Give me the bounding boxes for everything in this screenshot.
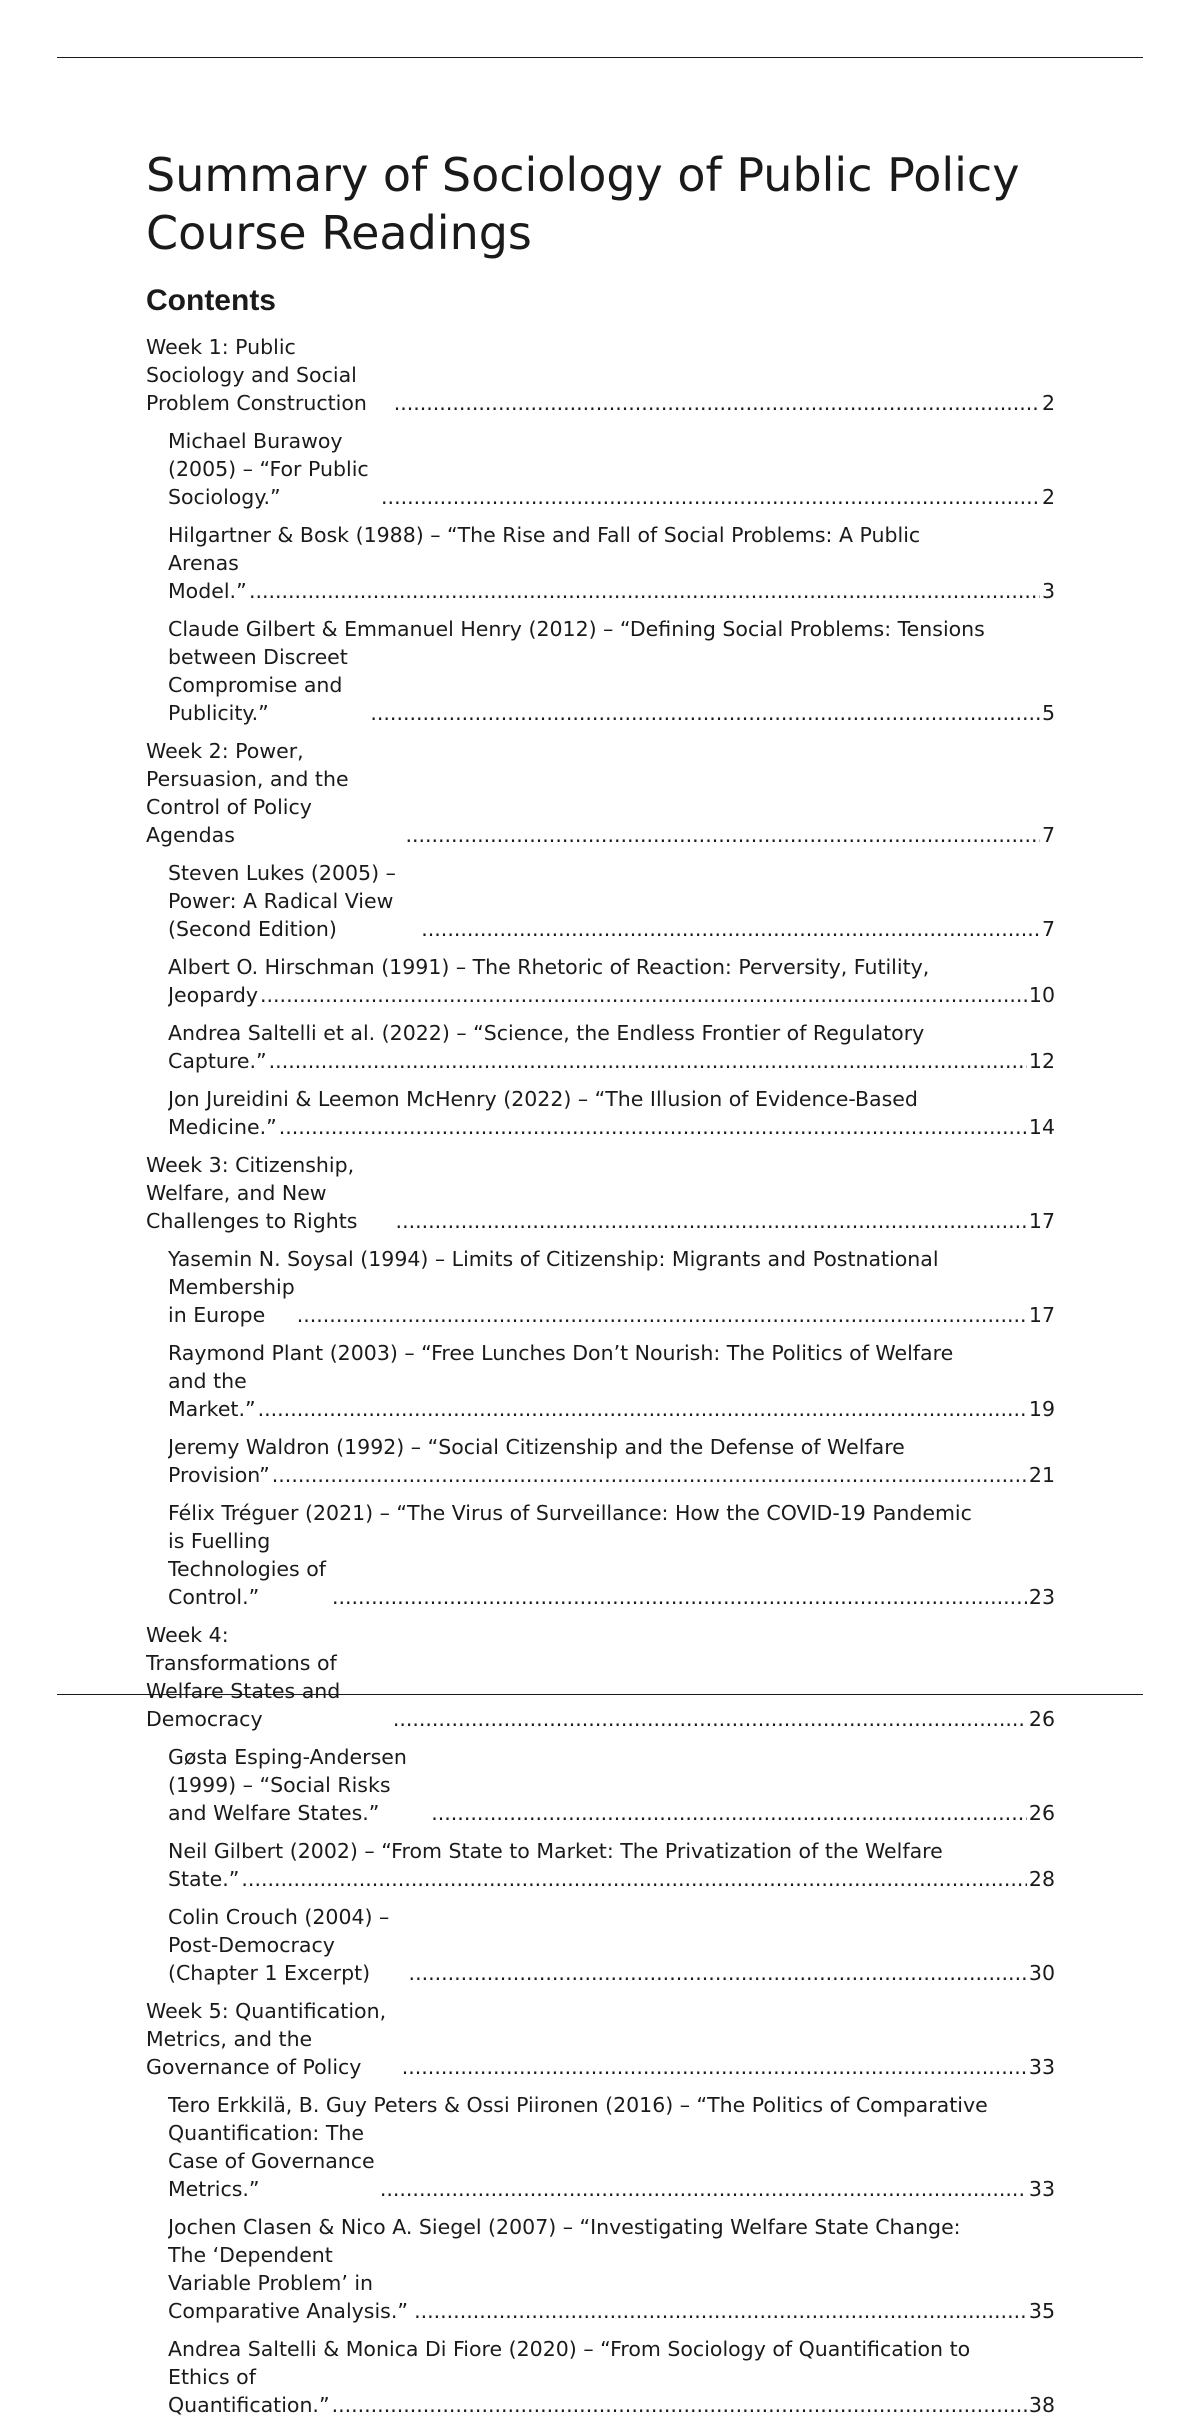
toc-entry-title-line: Félix Tréguer (2021) – “The Virus of Surveillance: How the COVID-19 Pandemic [168, 1501, 972, 1525]
toc-entry-title-line: Albert O. Hirschman (1991) – The Rhetoric of Reaction: Perversity, Futility, [168, 955, 930, 979]
toc-entry-title: Provision” [168, 1463, 270, 1487]
dot-leader [381, 483, 1040, 511]
toc-page-number: 2 [1041, 485, 1055, 509]
toc-page-number: 19 [1028, 1397, 1055, 1421]
toc-reading-entry[interactable] [146, 1085, 1055, 1141]
toc-page-number: 3 [1041, 579, 1055, 603]
dot-leader [249, 577, 1040, 605]
dot-leader [297, 1301, 1027, 1329]
page-title: Summary of Sociology of Public Policy Course Readings [146, 148, 1020, 260]
toc-reading-entry[interactable] [146, 1837, 1055, 1893]
toc-reading-entry[interactable] [146, 2335, 1055, 2419]
toc-page-number: 28 [1028, 1867, 1055, 1891]
toc-entry-title: State.” [168, 1867, 240, 1891]
dot-leader [409, 1959, 1027, 1987]
toc-page-number: 23 [1028, 1585, 1055, 1609]
toc-entry-title: The ‘Dependent Variable Problem’ in Comparative Analysis.” [168, 2243, 408, 2323]
toc-entry-title: Steven Lukes (2005) – Power: A Radical View (Second Edition) [168, 861, 396, 941]
toc-page-number: 14 [1028, 1115, 1055, 1139]
toc-reading-entry[interactable] [146, 859, 1055, 943]
toc-entry-title: Medicine.” [168, 1115, 277, 1139]
dot-leader [258, 1395, 1027, 1423]
toc-entry-title-line: Andrea Saltelli & Monica Di Fiore (2020) – “From Sociology of Quantification to [168, 2337, 971, 2361]
toc-entry-title: Week 4: Transformations of Welfare States and Democracy [146, 1623, 341, 1731]
toc-entry-title: Week 5: Quantification, Metrics, and the Governance of Policy [146, 1999, 387, 2079]
toc-reading-entry[interactable] [146, 953, 1055, 1009]
dot-leader [393, 1705, 1027, 1733]
toc-week-entry[interactable] [146, 333, 1055, 417]
toc-week-entry[interactable] [146, 737, 1055, 849]
toc-page-number: 17 [1028, 1209, 1055, 1233]
toc-entry-title: Week 1: Public Sociology and Social Problem Construction [146, 335, 367, 415]
toc-page-number: 5 [1041, 701, 1055, 725]
toc-entry-title: Arenas Model.” [168, 551, 247, 603]
toc-entry-title: is Fuelling Technologies of Control.” [168, 1529, 326, 1609]
toc-entry-title: Ethics of Quantification.” [168, 2365, 330, 2417]
dot-leader [370, 699, 1040, 727]
toc-entry-title: Jeopardy [168, 983, 258, 1007]
toc-reading-entry[interactable] [146, 427, 1055, 511]
toc-entry-title: between Discreet Compromise and Publicity.” [168, 645, 348, 725]
toc-reading-entry[interactable] [146, 1245, 1055, 1329]
toc-entry-title-line: Yasemin N. Soysal (1994) – Limits of Citizenship: Migrants and Postnational [168, 1247, 939, 1271]
dot-leader [241, 1865, 1027, 1893]
dot-leader [260, 981, 1027, 1009]
toc-reading-entry[interactable] [146, 1903, 1055, 1987]
dot-leader [332, 1583, 1027, 1611]
table-of-contents [146, 333, 1055, 2429]
dot-leader [414, 2297, 1027, 2325]
toc-entry-title: and the Market.” [168, 1369, 256, 1421]
toc-page-number: 10 [1028, 983, 1055, 1007]
toc-page-number: 2 [1041, 391, 1055, 415]
contents-heading: Contents [146, 284, 276, 317]
toc-entry-title-line: Jon Jureidini & Leemon McHenry (2022) – “The Illusion of Evidence-Based [168, 1087, 918, 1111]
dot-leader [405, 821, 1040, 849]
toc-entry-title-line: Hilgartner & Bosk (1988) – “The Rise and Fall of Social Problems: A Public [168, 523, 921, 547]
dot-leader [396, 1207, 1027, 1235]
dot-leader [279, 1113, 1027, 1141]
toc-entry-title-line: Andrea Saltelli et al. (2022) – “Science, the Endless Frontier of Regulatory [168, 1021, 925, 1045]
toc-entry-title-line: Tero Erkkilä, B. Guy Peters & Ossi Piironen (2016) – “The Politics of Comparative [168, 2093, 988, 2117]
toc-page-number: 35 [1028, 2299, 1055, 2323]
toc-entry-title: Week 3: Citizenship, Welfare, and New Challenges to Rights [146, 1153, 358, 1233]
toc-reading-entry[interactable] [146, 615, 1055, 727]
dot-leader [272, 1461, 1027, 1489]
toc-entry-title-line: Jochen Clasen & Nico A. Siegel (2007) – “Investigating Welfare State Change: [168, 2215, 961, 2239]
dot-leader [269, 1047, 1027, 1075]
toc-entry-title: Quantification: The Case of Governance Metrics.” [168, 2121, 375, 2201]
toc-page-number: 26 [1028, 1801, 1055, 1825]
dot-leader [421, 915, 1040, 943]
toc-page-number: 7 [1041, 917, 1055, 941]
toc-page-number: 33 [1028, 2055, 1055, 2079]
toc-page-number: 26 [1028, 1707, 1055, 1731]
toc-entry-title: Week 2: Power, Persuasion, and the Control of Policy Agendas [146, 739, 349, 847]
toc-page-number: 38 [1028, 2393, 1055, 2417]
toc-week-entry[interactable] [146, 1621, 1055, 1733]
header-rule [57, 57, 1143, 58]
toc-week-entry[interactable] [146, 1997, 1055, 2081]
toc-page-number: 30 [1028, 1961, 1055, 1985]
dot-leader [431, 1799, 1027, 1827]
toc-page-number: 33 [1028, 2177, 1055, 2201]
toc-entry-title-line: Claude Gilbert & Emmanuel Henry (2012) – “Defining Social Problems: Tensions [168, 617, 985, 641]
toc-entry-title: Gøsta Esping-Andersen (1999) – “Social Risks and Welfare States.” [168, 1745, 407, 1825]
toc-entry-title-line: Raymond Plant (2003) – “Free Lunches Don’t Nourish: The Politics of Welfare [168, 1341, 954, 1365]
toc-entry-title-line: Neil Gilbert (2002) – “From State to Market: The Privatization of the Welfare [168, 1839, 943, 1863]
toc-reading-entry[interactable] [146, 1339, 1055, 1423]
dot-leader [380, 2175, 1027, 2203]
toc-page-number: 7 [1041, 823, 1055, 847]
toc-page-number: 12 [1028, 1049, 1055, 1073]
toc-page-number: 21 [1028, 1463, 1055, 1487]
toc-entry-title: Michael Burawoy (2005) – “For Public Sociology.” [168, 429, 369, 509]
toc-reading-entry[interactable] [146, 521, 1055, 605]
toc-reading-entry[interactable] [146, 2091, 1055, 2203]
toc-reading-entry[interactable] [146, 1433, 1055, 1489]
dot-leader [332, 2391, 1027, 2419]
dot-leader [394, 389, 1040, 417]
toc-entry-title: Membership in Europe [168, 1275, 295, 1327]
toc-entry-title-line: Jeremy Waldron (1992) – “Social Citizenship and the Defense of Welfare [168, 1435, 905, 1459]
dot-leader [402, 2053, 1027, 2081]
toc-reading-entry[interactable] [146, 1019, 1055, 1075]
toc-reading-entry[interactable] [146, 1499, 1055, 1611]
toc-week-entry[interactable] [146, 1151, 1055, 1235]
toc-reading-entry[interactable] [146, 1743, 1055, 1827]
toc-entry-title: Colin Crouch (2004) – Post-Democracy (Chapter 1 Excerpt) [168, 1905, 390, 1985]
toc-entry-title: Capture.” [168, 1049, 267, 1073]
toc-reading-entry[interactable] [146, 2213, 1055, 2325]
toc-page-number: 17 [1028, 1303, 1055, 1327]
